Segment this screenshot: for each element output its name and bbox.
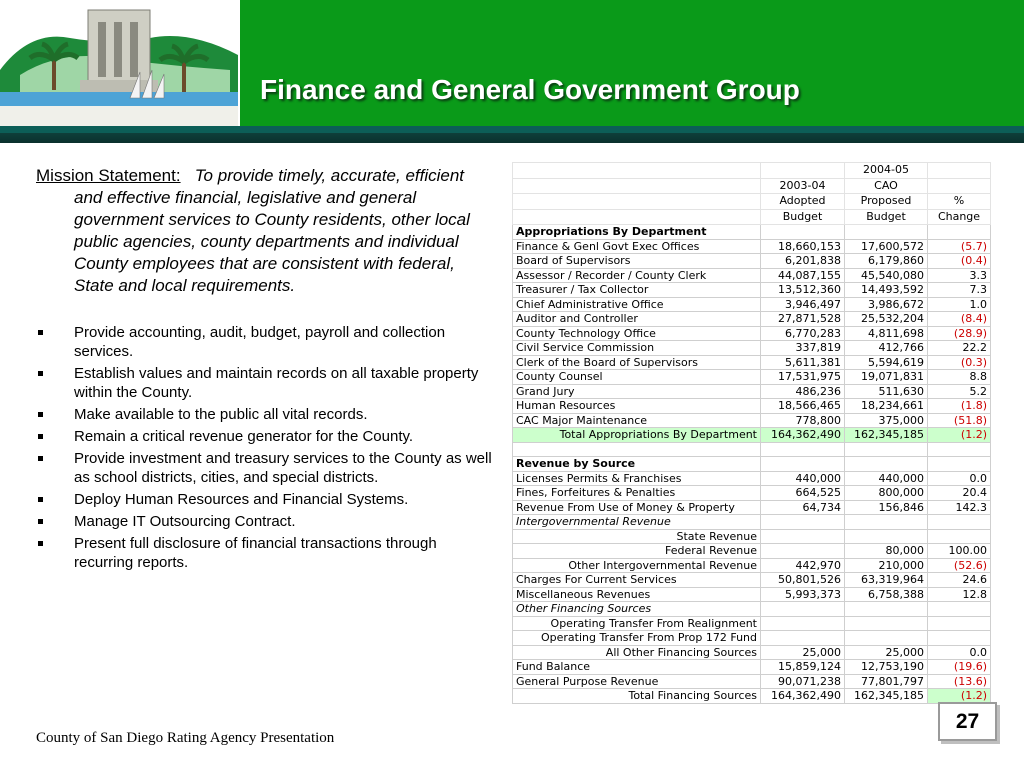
header-row xyxy=(513,194,991,210)
table-row xyxy=(513,355,991,370)
bullet-text: Establish values and maintain records on all taxable property within the County. xyxy=(74,365,479,401)
row-label: Clerk of the Board of Supervisors xyxy=(513,355,761,370)
header-cell: 2004-05 xyxy=(845,163,928,179)
proposed-budget-cell: 162,345,185 xyxy=(845,689,928,704)
title-banner xyxy=(240,0,1024,126)
percent-change-cell xyxy=(928,529,991,544)
proposed-budget-cell: 375,000 xyxy=(845,413,928,428)
adopted-budget-cell xyxy=(761,616,845,631)
percent-change-cell xyxy=(928,457,991,472)
adopted-budget-cell: 5,993,373 xyxy=(761,587,845,602)
proposed-budget-cell: 17,600,572 xyxy=(845,239,928,254)
county-logo xyxy=(0,0,238,126)
percent-change-cell: 100.00 xyxy=(928,544,991,559)
percent-change-cell xyxy=(928,225,991,240)
row-label: General Purpose Revenue xyxy=(513,674,761,689)
header-cell: Proposed xyxy=(845,194,928,210)
table-row xyxy=(513,312,991,327)
adopted-budget-cell: 18,660,153 xyxy=(761,239,845,254)
proposed-budget-cell: 14,493,592 xyxy=(845,283,928,298)
proposed-budget-cell xyxy=(845,457,928,472)
adopted-budget-cell xyxy=(761,602,845,617)
row-label: Operating Transfer From Prop 172 Fund xyxy=(513,631,761,646)
row-label: Civil Service Commission xyxy=(513,341,761,356)
row-label: Revenue From Use of Money & Property xyxy=(513,500,761,515)
adopted-budget-cell: 486,236 xyxy=(761,384,845,399)
header-cell: % xyxy=(928,194,991,210)
adopted-budget-cell xyxy=(761,442,845,457)
proposed-budget-cell: 440,000 xyxy=(845,471,928,486)
bullet-item xyxy=(36,364,496,402)
proposed-budget-cell: 210,000 xyxy=(845,558,928,573)
bullet-text: Make available to the public all vital records. xyxy=(74,406,368,423)
header-cell: Budget xyxy=(845,209,928,225)
proposed-budget-cell xyxy=(845,631,928,646)
table-row xyxy=(513,631,991,646)
adopted-budget-cell: 64,734 xyxy=(761,500,845,515)
proposed-budget-cell xyxy=(845,529,928,544)
proposed-budget-cell: 6,179,860 xyxy=(845,254,928,269)
table-row xyxy=(513,283,991,298)
bullet-item xyxy=(36,449,496,487)
percent-change-cell: (8.4) xyxy=(928,312,991,327)
header-cell: Adopted xyxy=(761,194,845,210)
adopted-budget-cell xyxy=(761,515,845,530)
header-cell xyxy=(513,163,761,179)
adopted-budget-cell: 664,525 xyxy=(761,486,845,501)
adopted-budget-cell: 27,871,528 xyxy=(761,312,845,327)
adopted-budget-cell: 164,362,490 xyxy=(761,689,845,704)
header-row xyxy=(513,178,991,194)
table-row xyxy=(513,297,991,312)
bullet-square-icon xyxy=(38,330,43,335)
percent-change-cell: (28.9) xyxy=(928,326,991,341)
proposed-budget-cell: 4,811,698 xyxy=(845,326,928,341)
table-header xyxy=(513,163,991,225)
table-row xyxy=(513,457,991,472)
percent-change-cell: 0.0 xyxy=(928,471,991,486)
table-row xyxy=(513,225,991,240)
table-row xyxy=(513,689,991,704)
table-row xyxy=(513,500,991,515)
adopted-budget-cell: 3,946,497 xyxy=(761,297,845,312)
bullet-item xyxy=(36,490,496,509)
proposed-budget-cell: 25,000 xyxy=(845,645,928,660)
proposed-budget-cell xyxy=(845,602,928,617)
bullet-square-icon xyxy=(38,497,43,502)
header-cell xyxy=(513,178,761,194)
percent-change-cell: (19.6) xyxy=(928,660,991,675)
header-cell: Change xyxy=(928,209,991,225)
proposed-budget-cell: 80,000 xyxy=(845,544,928,559)
row-label: Total Financing Sources xyxy=(513,689,761,704)
row-label: Appropriations By Department xyxy=(513,225,761,240)
percent-change-cell: 20.4 xyxy=(928,486,991,501)
percent-change-cell: 8.8 xyxy=(928,370,991,385)
bullet-list xyxy=(36,323,496,572)
table-row xyxy=(513,384,991,399)
adopted-budget-cell xyxy=(761,631,845,646)
table-row xyxy=(513,239,991,254)
row-label: All Other Financing Sources xyxy=(513,645,761,660)
budget-table xyxy=(512,162,991,704)
row-label: Human Resources xyxy=(513,399,761,414)
bullet-text: Manage IT Outsourcing Contract. xyxy=(74,513,296,530)
divider-bar-dark xyxy=(0,133,1024,143)
bullet-item xyxy=(36,405,496,424)
row-label: Revenue by Source xyxy=(513,457,761,472)
table-row xyxy=(513,645,991,660)
table-row xyxy=(513,573,991,588)
percent-change-cell: (1.2) xyxy=(928,689,991,704)
header-row xyxy=(513,209,991,225)
row-label: Treasurer / Tax Collector xyxy=(513,283,761,298)
proposed-budget-cell: 412,766 xyxy=(845,341,928,356)
table-row xyxy=(513,486,991,501)
row-label: Miscellaneous Revenues xyxy=(513,587,761,602)
header-cell xyxy=(513,194,761,210)
table-row xyxy=(513,529,991,544)
bullet-text: Provide investment and treasury services to the County as well as school districts, cities, and special districts. xyxy=(74,450,492,486)
adopted-budget-cell xyxy=(761,225,845,240)
proposed-budget-cell: 5,594,619 xyxy=(845,355,928,370)
row-label: Chief Administrative Office xyxy=(513,297,761,312)
adopted-budget-cell: 25,000 xyxy=(761,645,845,660)
adopted-budget-cell: 13,512,360 xyxy=(761,283,845,298)
percent-change-cell: 22.2 xyxy=(928,341,991,356)
bullet-item xyxy=(36,323,496,361)
row-label: Charges For Current Services xyxy=(513,573,761,588)
percent-change-cell: 142.3 xyxy=(928,500,991,515)
bullet-text: Provide accounting, audit, budget, payroll and collection services. xyxy=(74,324,446,360)
row-label: Fund Balance xyxy=(513,660,761,675)
percent-change-cell xyxy=(928,616,991,631)
adopted-budget-cell: 44,087,155 xyxy=(761,268,845,283)
bullet-square-icon xyxy=(38,456,43,461)
mission-statement xyxy=(36,165,496,297)
proposed-budget-cell xyxy=(845,225,928,240)
percent-change-cell: (1.2) xyxy=(928,428,991,443)
percent-change-cell: (52.6) xyxy=(928,558,991,573)
adopted-budget-cell xyxy=(761,544,845,559)
proposed-budget-cell: 6,758,388 xyxy=(845,587,928,602)
row-label: CAC Major Maintenance xyxy=(513,413,761,428)
adopted-budget-cell: 164,362,490 xyxy=(761,428,845,443)
adopted-budget-cell: 17,531,975 xyxy=(761,370,845,385)
adopted-budget-cell: 50,801,526 xyxy=(761,573,845,588)
adopted-budget-cell: 778,800 xyxy=(761,413,845,428)
table-row xyxy=(513,471,991,486)
table-row xyxy=(513,428,991,443)
mission-text: To provide timely, accurate, efficient and effective financial, legislative and general government services to County residents, other local public agencies, county departments and individual County employees that are consistent with federal, State and local requirements. xyxy=(74,166,470,295)
header-cell xyxy=(513,209,761,225)
header-cell xyxy=(928,163,991,179)
table-row xyxy=(513,326,991,341)
row-label: Federal Revenue xyxy=(513,544,761,559)
percent-change-cell: 3.3 xyxy=(928,268,991,283)
proposed-budget-cell xyxy=(845,515,928,530)
proposed-budget-cell: 162,345,185 xyxy=(845,428,928,443)
percent-change-cell: 1.0 xyxy=(928,297,991,312)
bullet-square-icon xyxy=(38,412,43,417)
proposed-budget-cell: 25,532,204 xyxy=(845,312,928,327)
header-cell: Budget xyxy=(761,209,845,225)
adopted-budget-cell: 442,970 xyxy=(761,558,845,573)
header-row xyxy=(513,163,991,179)
percent-change-cell: (13.6) xyxy=(928,674,991,689)
table-row xyxy=(513,587,991,602)
adopted-budget-cell: 6,770,283 xyxy=(761,326,845,341)
proposed-budget-cell xyxy=(845,442,928,457)
proposed-budget-cell: 63,319,964 xyxy=(845,573,928,588)
row-label: Total Appropriations By Department xyxy=(513,428,761,443)
row-label: Licenses Permits & Franchises xyxy=(513,471,761,486)
adopted-budget-cell: 90,071,238 xyxy=(761,674,845,689)
adopted-budget-cell: 440,000 xyxy=(761,471,845,486)
table-row xyxy=(513,660,991,675)
table-row xyxy=(513,254,991,269)
row-label: Intergovernmental Revenue xyxy=(513,515,761,530)
mission-label: Mission Statement: xyxy=(36,166,181,185)
table-row xyxy=(513,602,991,617)
proposed-budget-cell: 77,801,797 xyxy=(845,674,928,689)
bullet-text: Remain a critical revenue generator for the County. xyxy=(74,428,414,445)
percent-change-cell xyxy=(928,442,991,457)
bullet-text: Deploy Human Resources and Financial Systems. xyxy=(74,491,409,508)
percent-change-cell xyxy=(928,631,991,646)
row-label: Auditor and Controller xyxy=(513,312,761,327)
adopted-budget-cell: 6,201,838 xyxy=(761,254,845,269)
table-row xyxy=(513,399,991,414)
table-row xyxy=(513,544,991,559)
adopted-budget-cell: 5,611,381 xyxy=(761,355,845,370)
page-number: 27 xyxy=(938,702,997,741)
bullet-square-icon xyxy=(38,371,43,376)
adopted-budget-cell: 337,819 xyxy=(761,341,845,356)
mission-panel xyxy=(36,165,496,575)
table-row xyxy=(513,558,991,573)
table-row xyxy=(513,341,991,356)
proposed-budget-cell: 18,234,661 xyxy=(845,399,928,414)
percent-change-cell xyxy=(928,602,991,617)
table-row xyxy=(513,442,991,457)
table-row xyxy=(513,616,991,631)
table-row xyxy=(513,515,991,530)
header-cell: CAO xyxy=(845,178,928,194)
percent-change-cell: (0.4) xyxy=(928,254,991,269)
percent-change-cell: (1.8) xyxy=(928,399,991,414)
row-label: Operating Transfer From Realignment xyxy=(513,616,761,631)
proposed-budget-cell: 3,986,672 xyxy=(845,297,928,312)
row-label: Board of Supervisors xyxy=(513,254,761,269)
proposed-budget-cell: 12,753,190 xyxy=(845,660,928,675)
percent-change-cell: 7.3 xyxy=(928,283,991,298)
table-row xyxy=(513,413,991,428)
adopted-budget-cell: 18,566,465 xyxy=(761,399,845,414)
table-row xyxy=(513,268,991,283)
footer-text: County of San Diego Rating Agency Presentation xyxy=(36,730,335,746)
adopted-budget-cell: 15,859,124 xyxy=(761,660,845,675)
proposed-budget-cell xyxy=(845,616,928,631)
table-body xyxy=(513,225,991,704)
divider-bar xyxy=(0,126,1024,133)
row-label: State Revenue xyxy=(513,529,761,544)
proposed-budget-cell: 800,000 xyxy=(845,486,928,501)
row-label: Other Intergovernmental Revenue xyxy=(513,558,761,573)
header-cell xyxy=(928,178,991,194)
percent-change-cell: (51.8) xyxy=(928,413,991,428)
bullet-square-icon xyxy=(38,519,43,524)
row-label: Assessor / Recorder / County Clerk xyxy=(513,268,761,283)
proposed-budget-cell: 45,540,080 xyxy=(845,268,928,283)
percent-change-cell xyxy=(928,515,991,530)
header-cell xyxy=(761,163,845,179)
proposed-budget-cell: 156,846 xyxy=(845,500,928,515)
slide-title: Finance and General Government Group xyxy=(260,74,800,105)
table-row xyxy=(513,674,991,689)
percent-change-cell: 0.0 xyxy=(928,645,991,660)
bullet-item xyxy=(36,427,496,446)
proposed-budget-cell: 19,071,831 xyxy=(845,370,928,385)
adopted-budget-cell xyxy=(761,457,845,472)
bullet-square-icon xyxy=(38,541,43,546)
row-label xyxy=(513,442,761,457)
adopted-budget-cell xyxy=(761,529,845,544)
budget-table-container xyxy=(512,162,990,704)
percent-change-cell: (0.3) xyxy=(928,355,991,370)
header-cell: 2003-04 xyxy=(761,178,845,194)
row-label: County Technology Office xyxy=(513,326,761,341)
proposed-budget-cell: 511,630 xyxy=(845,384,928,399)
row-label: County Counsel xyxy=(513,370,761,385)
row-label: Grand Jury xyxy=(513,384,761,399)
bullet-square-icon xyxy=(38,434,43,439)
row-label: Fines, Forfeitures & Penalties xyxy=(513,486,761,501)
percent-change-cell: (5.7) xyxy=(928,239,991,254)
bullet-text: Present full disclosure of financial transactions through recurring reports. xyxy=(74,535,437,571)
row-label: Other Financing Sources xyxy=(513,602,761,617)
bullet-item xyxy=(36,534,496,572)
percent-change-cell: 5.2 xyxy=(928,384,991,399)
row-label: Finance & Genl Govt Exec Offices xyxy=(513,239,761,254)
table-row xyxy=(513,370,991,385)
percent-change-cell: 12.8 xyxy=(928,587,991,602)
bullet-item xyxy=(36,512,496,531)
percent-change-cell: 24.6 xyxy=(928,573,991,588)
